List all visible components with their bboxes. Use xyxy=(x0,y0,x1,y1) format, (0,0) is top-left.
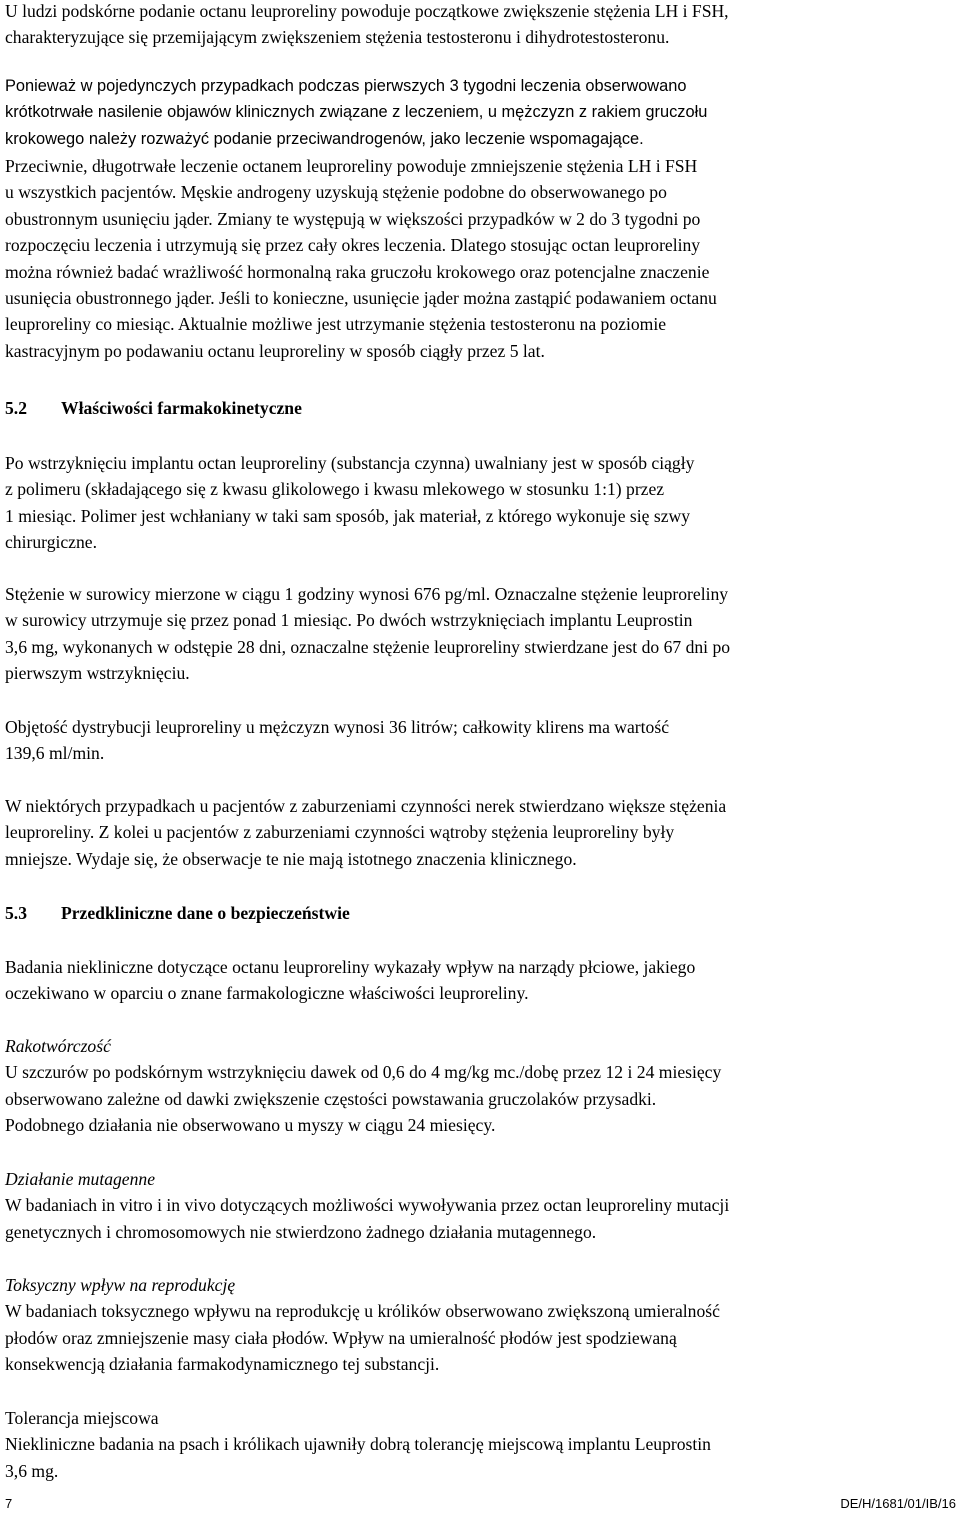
text-line: u wszystkich pacjentów. Męskie androgeny uzyskują stężenie podobne do obserwowanego po xyxy=(5,182,667,203)
mechanism-paragraph-sans xyxy=(5,73,955,152)
text-line: 1 miesiąc. Polimer jest wchłaniany w taki sam sposób, jak materiał, z którego wykonuje się szwy xyxy=(5,505,691,526)
text-line: można również badać wrażliwość hormonalną raka gruczołu krokowego oraz potencjalne znaczenie xyxy=(5,261,710,282)
subsection-heading: Tolerancja miejscowa xyxy=(5,1408,159,1428)
subsection-heading: Toksyczny wpływ na reprodukcję xyxy=(5,1275,236,1295)
subsection-heading: Rakotwórczość xyxy=(5,1036,111,1056)
text-line: rozpoczęciu leczenia i utrzymują się przez cały okres leczenia. Dlatego stosując octan leuproreliny xyxy=(5,235,701,256)
text-line: U szczurów po podskórnym wstrzyknięciu dawek od 0,6 do 4 mg/kg mc./dobę przez 12 i 24 miesięcy xyxy=(5,1062,722,1083)
text-line: U ludzi podskórne podanie octanu leuproreliny powoduje początkowe zwiększenie stężenia LH i FSH, xyxy=(5,1,729,21)
text-line: obserwowano zależne od dawki zwiększenie częstości powstawania gruczolaków przysadki. xyxy=(5,1088,657,1109)
reproduction-toxicity-block xyxy=(5,1272,955,1378)
mutagenicity-block xyxy=(5,1166,955,1245)
carcinogenicity-block xyxy=(5,1033,955,1139)
text-line: Ponieważ w pojedynczych przypadkach podczas pierwszych 3 tygodni leczenia obserwowano xyxy=(5,77,687,95)
text-line: leuproreliny. Z kolei u pacjentów z zaburzeniami czynności wątroby stężenia leuproreliny były xyxy=(5,822,675,843)
text-line: chirurgiczne. xyxy=(5,532,97,553)
text-line: Przeciwnie, długotrwałe leczenie octanem leuproreliny powoduje zmniejszenie stężenia LH i FSH xyxy=(5,156,698,176)
mechanism-paragraph xyxy=(5,153,955,364)
text-line: krótkotrwałe nasilenie objawów klinicznych związane z leczeniem, u mężczyzn z rakiem gruczołu xyxy=(5,103,708,122)
section-number: 5.2 xyxy=(5,398,27,418)
page-number: 7 xyxy=(5,1496,13,1511)
text-line: charakteryzujące się przemijającym zwiększeniem stężenia testosteronu i dihydrotestosteronu. xyxy=(5,27,670,48)
document-reference: DE/H/1681/01/IB/16 xyxy=(840,1496,956,1511)
text-line: obustronnym usunięciu jąder. Zmiany te występują w większości przypadków w 2 do 3 tygodni po xyxy=(5,208,701,229)
text-line: W niektórych przypadkach u pacjentów z zaburzeniami czynności nerek stwierdzano większe stężenia xyxy=(5,796,727,816)
text-line: 3,6 mg. xyxy=(5,1460,59,1481)
text-line: oczekiwano w oparciu o znane farmakologiczne właściwości leuproreliny. xyxy=(5,983,529,1004)
text-line: W badaniach toksycznego wpływu na reprodukcję u królików obserwowano zwiększoną umieralność xyxy=(5,1301,720,1322)
text-line: genetycznych i chromosomowych nie stwierdzono żadnego działania mutagennego. xyxy=(5,1221,597,1242)
text-line: Podobnego działania nie obserwowano u myszy w ciągu 24 miesięcy. xyxy=(5,1115,496,1136)
local-tolerance-block xyxy=(5,1405,955,1484)
text-line: w surowicy utrzymuje się przez ponad 1 miesiąc. Po dwóch wstrzyknięciach implantu Leuprostin xyxy=(5,610,693,631)
subsection-heading: Działanie mutagenne xyxy=(5,1169,156,1189)
text-line: W badaniach in vitro i in vivo dotyczących możliwości wywoływania przez octan leuproreliny mutacji xyxy=(5,1195,730,1216)
text-line: z polimeru (składającego się z kwasu glikolowego i kwasu mlekowego w stosunku 1:1) przez xyxy=(5,479,665,500)
text-line: 3,6 mg, wykonanych w odstępie 28 dni, oznaczalne stężenie leuproreliny stwierdzane jest do 67 dni po xyxy=(5,636,731,657)
text-line: 139,6 ml/min. xyxy=(5,743,105,764)
text-line: Stężenie w surowicy mierzone w ciągu 1 godziny wynosi 676 pg/ml. Oznaczalne stężenie leuproreliny xyxy=(5,584,729,604)
section-heading-5-3 xyxy=(5,900,350,926)
pharmacokinetics-paragraph-1 xyxy=(5,450,955,556)
text-line: Niekliniczne badania na psach i królikach ujawniły dobrą tolerancję miejscową implantu Leuprostin xyxy=(5,1434,711,1455)
pharmacokinetics-paragraph-3 xyxy=(5,714,955,767)
text-line: Badania niekliniczne dotyczące octanu leuproreliny wykazały wpływ na narządy płciowe, jakiego xyxy=(5,957,696,977)
text-line: mniejsze. Wydaje się, że obserwacje te nie mają istotnego znaczenia klinicznego. xyxy=(5,848,577,869)
text-line: kastracyjnym po podawaniu octanu leuproreliny w sposób ciągły przez 5 lat. xyxy=(5,340,545,361)
preclinical-intro-paragraph xyxy=(5,954,955,1007)
section-heading-5-2 xyxy=(5,395,302,421)
text-line: krokowego należy rozważyć podanie przeciwandrogenów, jako leczenie wspomagające. xyxy=(5,129,644,148)
text-line: konsekwencją działania farmakodynamicznego tej substancji. xyxy=(5,1354,440,1375)
text-line: pierwszym wstrzyknięciu. xyxy=(5,663,190,684)
section-title: Przedkliniczne dane o bezpieczeństwie xyxy=(61,903,350,923)
section-number: 5.3 xyxy=(5,903,27,923)
intro-paragraph xyxy=(5,0,955,51)
text-line: Po wstrzyknięciu implantu octan leuproreliny (substancja czynna) uwalniany jest w sposób ciągły xyxy=(5,453,695,473)
text-line: usunięcia obustronnego jąder. Jeśli to konieczne, usunięcie jąder można zastąpić podawaniem octanu xyxy=(5,288,717,309)
pharmacokinetics-paragraph-2 xyxy=(5,581,955,687)
text-line: płodów oraz zmniejszenie masy ciała płodów. Wpływ na umieralność płodów jest spodziewaną xyxy=(5,1327,677,1348)
text-line: Objętość dystrybucji leuproreliny u mężczyzn wynosi 36 litrów; całkowity klirens ma wartość xyxy=(5,717,670,737)
pharmacokinetics-paragraph-4 xyxy=(5,793,955,872)
text-line: leuproreliny co miesiąc. Aktualnie możliwe jest utrzymanie stężenia testosteronu na poziomie xyxy=(5,314,667,335)
section-title: Właściwości farmakokinetyczne xyxy=(61,398,302,418)
